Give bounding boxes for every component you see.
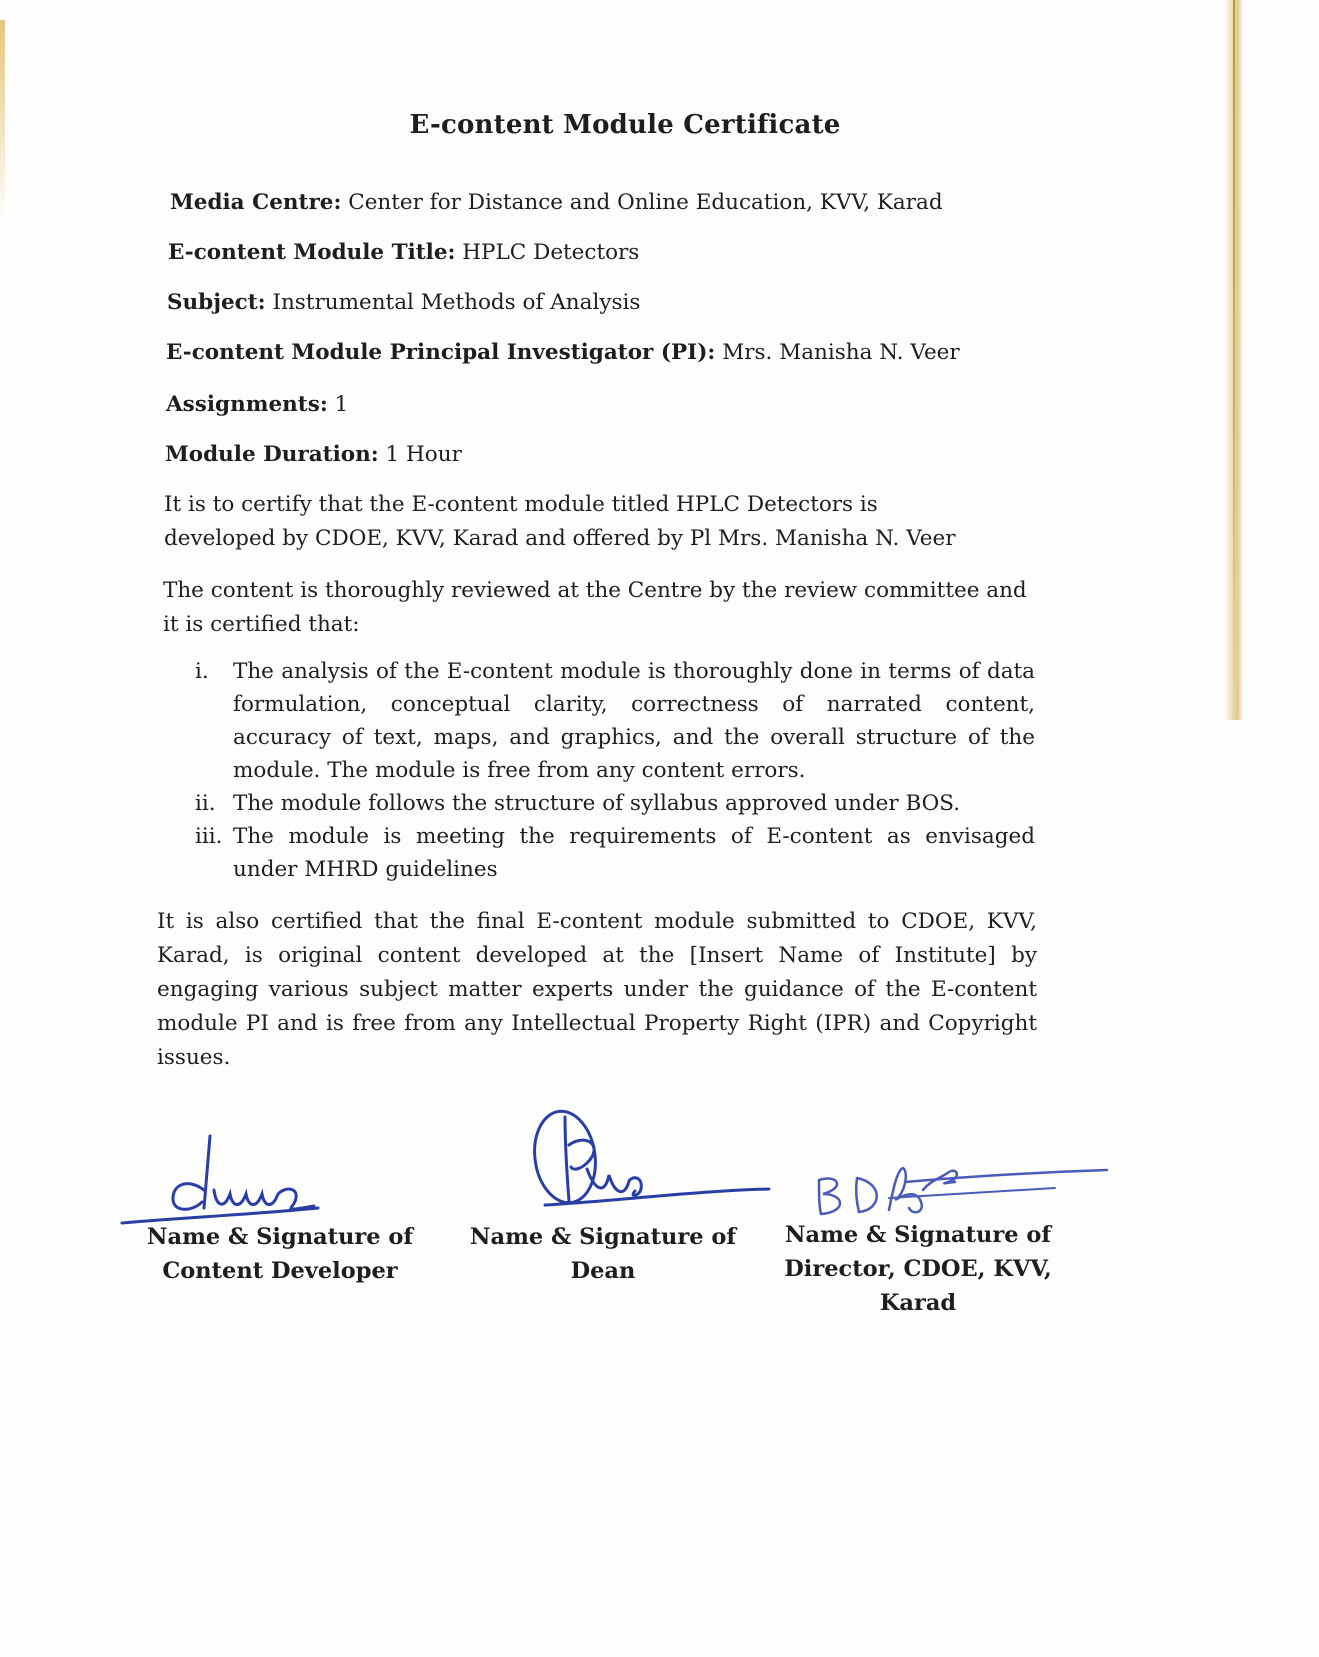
field-label: Subject: [167,290,266,315]
content-developer-signature-icon [118,1128,338,1228]
list-item [195,787,1035,820]
certify-paragraph: It is to certify that the E-content module titled HPLC Detectors is developed by CDOE, KVV, Karad and offered by Pl Mrs. Manisha N. Veer [164,492,956,551]
field-value: Instrumental Methods of Analysis [272,290,641,315]
list-item-text: The module is meeting the requirements of E-content as envisaged under MHRD guidelines [233,824,1035,882]
review-paragraph: The content is thoroughly reviewed at the Centre by the review committee and it is certified that: [163,578,1027,637]
field-label: Assignments: [166,392,328,417]
field-value: HPLC Detectors [462,240,640,265]
field-label: Module Duration: [165,442,379,467]
list-item-number: ii. [195,791,216,816]
director-signature-icon [805,1150,1115,1220]
field-module-title [168,240,639,265]
dean-signature-icon [525,1105,775,1225]
signature-caption-line1: Name & Signature of [146,1224,414,1250]
list-item-text: The analysis of the E-content module is thoroughly done in terms of data formulation, conceptual clarity, correctness of narrated content, accuracy of text, maps, and graphics, and the overall structure of the module. The module is free from any content errors. [233,659,1035,783]
field-value: 1 Hour [385,442,462,467]
signature-caption-line1: Name & Signature of [784,1222,1052,1248]
list-item-number: iii. [195,824,223,849]
field-media-centre [170,190,943,215]
list-item [195,655,1035,787]
signature-caption-line1: Name & Signature of [469,1224,737,1250]
certificate-title: E-content Module Certificate [409,110,841,140]
field-subject [167,290,640,315]
field-principal-investigator [166,340,960,365]
list-item-number: i. [195,659,209,684]
certification-list [195,655,1035,886]
field-module-duration [165,442,462,467]
signature-caption-line3: Karad [879,1290,957,1316]
signature-block-content-developer [130,1220,430,1288]
list-item [195,820,1035,886]
signature-caption-line2: Director, CDOE, KVV, [784,1256,1052,1282]
field-label: E-content Module Title: [168,240,456,265]
field-label: Media Centre: [170,190,342,215]
signature-block-dean [453,1220,753,1288]
signature-block-director [763,1218,1073,1320]
field-assignments [166,392,348,417]
list-item-text: The module follows the structure of syllabus approved under BOS. [233,791,961,816]
field-value: 1 [334,392,349,417]
signature-caption-line2: Content Developer [162,1258,398,1284]
field-value: Mrs. Manisha N. Veer [722,340,960,365]
field-value: Center for Distance and Online Education, KVV, Karad [348,190,943,215]
field-label: E-content Module Principal Investigator (PI): [166,340,716,365]
paper-edge-line [1233,0,1235,720]
ipr-paragraph: It is also certified that the final E-content module submitted to CDOE, KVV, Karad, is original content developed at the [Insert Name of Institute] by engaging various subject matter experts under the guidance of the E-content module PI and is free from any Intellectual Property Right (IPR) and Copyright issues. [157,909,1037,1070]
signature-caption-line2: Dean [570,1258,636,1284]
